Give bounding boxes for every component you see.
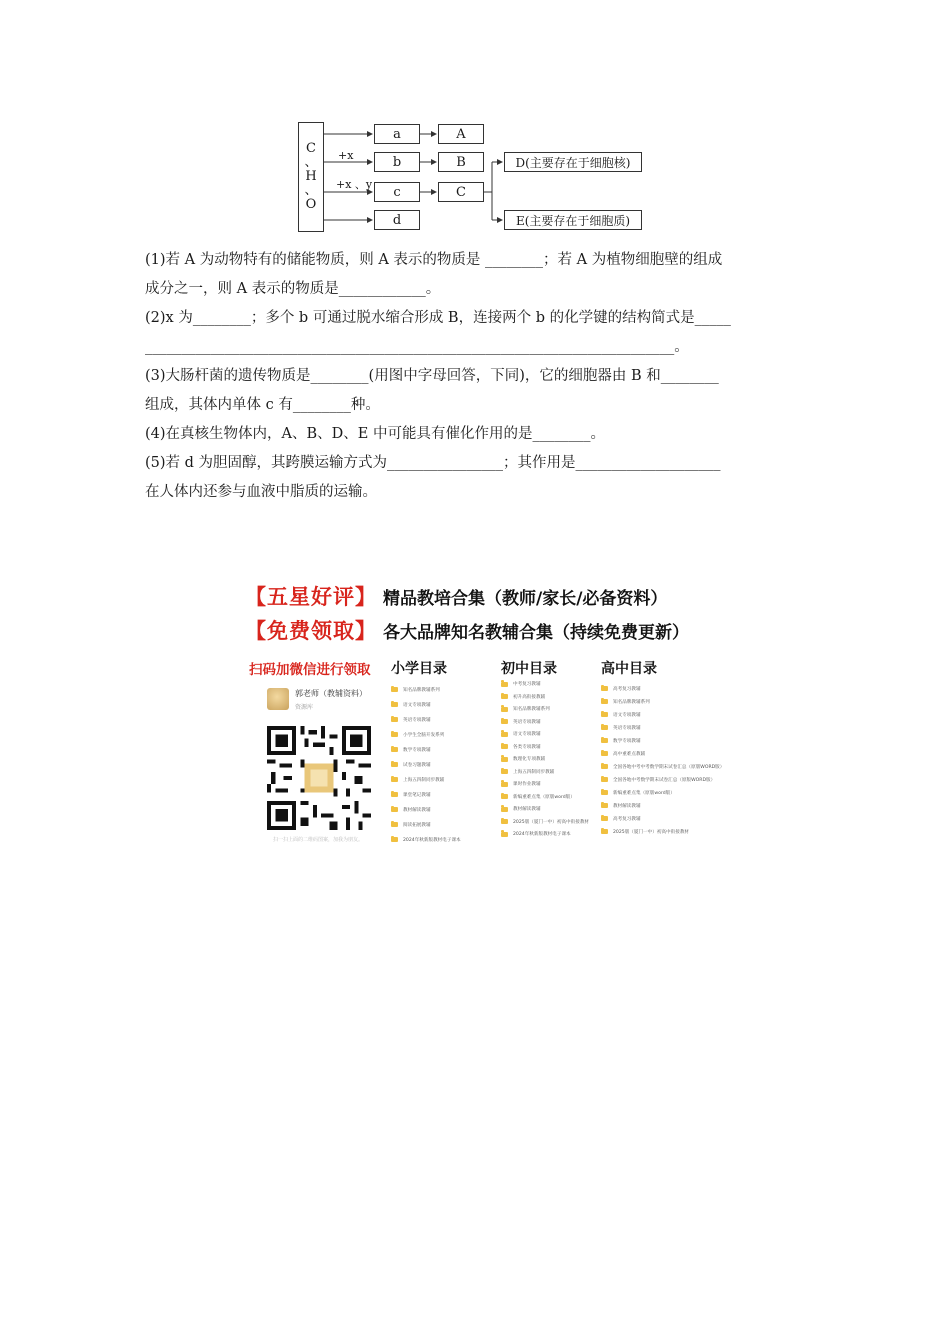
- element-c: C: [306, 141, 316, 156]
- list-item[interactable]: 高考复习教辅: [601, 682, 707, 695]
- catalog-list-high: [601, 682, 725, 838]
- folder-icon: [501, 694, 508, 699]
- promo-line-2-red: 【免费领取】: [245, 619, 377, 643]
- list-item[interactable]: 知名品牌教辅系列: [501, 703, 613, 716]
- element-o: O: [305, 197, 317, 212]
- list-item[interactable]: 中考复习教辅: [501, 678, 613, 691]
- question-line: 成分之一，则 A 表示的物质是____________。: [145, 281, 441, 297]
- list-item[interactable]: 语文专项教辅: [391, 697, 503, 712]
- list-item[interactable]: 语文专项教辅: [501, 728, 613, 741]
- question-block: [145, 246, 810, 507]
- profile-subtitle: 资源库: [295, 704, 314, 711]
- list-item[interactable]: 全国各地中考数学期末试卷汇总（原版WORD版）: [601, 773, 707, 786]
- monomer-b: b: [374, 152, 420, 172]
- avatar: [267, 688, 289, 710]
- promo-line-2: [245, 614, 689, 646]
- folder-icon: [601, 751, 608, 756]
- list-item[interactable]: 各类专项教辅: [501, 741, 613, 754]
- list-item[interactable]: 知名品牌教辅系列: [601, 695, 707, 708]
- list-item[interactable]: 教材解读教辅: [501, 803, 613, 816]
- product-e: E(主要存在于细胞质): [504, 210, 642, 230]
- arrow-label-x: +x: [338, 149, 354, 162]
- polymer-b: B: [438, 152, 484, 172]
- list-item[interactable]: 2024年秋新版教材电子课本: [391, 832, 503, 847]
- list-item[interactable]: 课堂笔记教辅: [391, 787, 503, 802]
- biomolecule-diagram: [298, 122, 648, 234]
- monomer-c: c: [374, 182, 420, 202]
- folder-icon: [601, 686, 608, 691]
- folder-icon: [391, 807, 398, 812]
- folder-icon: [391, 747, 398, 752]
- folder-icon: [501, 732, 508, 737]
- monomer-d: d: [374, 210, 420, 230]
- list-item[interactable]: 数理化专项教辅: [501, 753, 613, 766]
- scan-instruction: 扫码加微信进行领取: [249, 662, 371, 678]
- element-box-cho: [298, 122, 324, 232]
- list-item[interactable]: 英语专项教辅: [391, 712, 503, 727]
- promo-line-2-black: 各大品牌知名教辅合集（持续免费更新）: [383, 622, 689, 643]
- list-item[interactable]: 数学专项教辅: [601, 734, 707, 747]
- folder-icon: [391, 792, 398, 797]
- folder-icon: [501, 744, 508, 749]
- question-line: (3)大肠杆菌的遗传物质是________(用图中字母回答，下同)，它的细胞器由 B 和________: [145, 368, 719, 384]
- promo-line-1-black: 精品教培合集（教师/家长/必备资料）: [383, 588, 668, 609]
- question-line: 组成，其体内单体 c 有________种。: [145, 397, 380, 413]
- column-title-primary: 小学目录: [391, 661, 447, 677]
- monomer-a: a: [374, 124, 420, 144]
- list-item[interactable]: 上海五四制同步教辅: [501, 766, 613, 779]
- polymer-a: A: [438, 124, 484, 144]
- folder-icon: [501, 719, 508, 724]
- list-item[interactable]: 全国各地中考中考数学期末试卷汇总（原版WORD版）: [601, 760, 707, 773]
- promo-line-1-red: 【五星好评】: [245, 585, 377, 609]
- folder-icon: [601, 777, 608, 782]
- folder-icon: [391, 837, 398, 842]
- folder-icon: [601, 738, 608, 743]
- promo-line-1: [245, 580, 667, 612]
- qr-code[interactable]: [267, 726, 371, 830]
- arrow-label-xy: +x 、y: [336, 178, 373, 191]
- catalog-list-middle: [501, 678, 613, 841]
- catalog-list-primary: [391, 682, 503, 847]
- list-item[interactable]: 上海五四制同步教辅: [391, 772, 503, 787]
- column-title-middle: 初中目录: [501, 661, 557, 677]
- list-item[interactable]: 2024年秋新版教材电子课本: [501, 828, 613, 841]
- polymer-c: C: [438, 182, 484, 202]
- list-item[interactable]: 语文专项教辅: [601, 708, 707, 721]
- folder-icon: [601, 764, 608, 769]
- folder-icon: [501, 782, 508, 787]
- question-line: _________________________________________________________________________。: [145, 339, 689, 355]
- question-line: (5)若 d 为胆固醇，其跨膜运输方式为________________；其作用是____________________: [145, 455, 721, 471]
- element-sep-2: 、: [304, 183, 318, 198]
- folder-icon: [391, 732, 398, 737]
- folder-icon: [391, 777, 398, 782]
- list-item[interactable]: 数学专项教辅: [391, 742, 503, 757]
- list-item[interactable]: 阅读拓展教辅: [391, 817, 503, 832]
- folder-icon: [601, 725, 608, 730]
- folder-icon: [391, 717, 398, 722]
- folder-icon: [501, 757, 508, 762]
- folder-icon: [601, 816, 608, 821]
- folder-icon: [391, 687, 398, 692]
- folder-icon: [501, 832, 508, 837]
- list-item[interactable]: 新编重难点集（原版word版）: [501, 791, 613, 804]
- folder-icon: [501, 807, 508, 812]
- folder-icon: [601, 712, 608, 717]
- list-item[interactable]: 教材解读教辅: [601, 799, 707, 812]
- product-d: D(主要存在于细胞核): [504, 152, 642, 172]
- list-item[interactable]: 2025版（厦门一中）初高中衔接教材: [501, 816, 613, 829]
- column-title-high: 高中目录: [601, 661, 657, 677]
- list-item[interactable]: 试卷习题教辅: [391, 757, 503, 772]
- list-item[interactable]: 初升高衔接教辅: [501, 691, 613, 704]
- folder-icon: [501, 819, 508, 824]
- question-line: (1)若 A 为动物特有的储能物质，则 A 表示的物质是 ________；若 A 为植物细胞壁的组成: [145, 252, 723, 268]
- folder-icon: [501, 682, 508, 687]
- list-item[interactable]: 英语专项教辅: [501, 716, 613, 729]
- folder-icon: [501, 794, 508, 799]
- folder-icon: [391, 762, 398, 767]
- folder-icon: [601, 803, 608, 808]
- element-h: H: [305, 169, 317, 184]
- profile-name: 郭老师（教辅资料）: [295, 689, 367, 698]
- list-item[interactable]: 知名品牌教辅系列: [391, 682, 503, 697]
- folder-icon: [391, 822, 398, 827]
- list-item[interactable]: 高中重难点教辅: [601, 747, 707, 760]
- list-item[interactable]: 教材解读教辅: [391, 802, 503, 817]
- folder-icon: [601, 829, 608, 834]
- list-item[interactable]: 小学生全脑开发系列: [391, 727, 503, 742]
- question-line: (2)x 为________；多个 b 可通过脱水缩合形成 B，连接两个 b 的化学键的结构简式是_____: [145, 310, 731, 326]
- folder-icon: [601, 790, 608, 795]
- question-line: (4)在真核生物体内，A、B、D、E 中可能具有催化作用的是________。: [145, 426, 605, 442]
- folder-icon: [391, 702, 398, 707]
- list-item[interactable]: 英语专项教辅: [601, 721, 707, 734]
- list-item[interactable]: 课时作业教辅: [501, 778, 613, 791]
- list-item[interactable]: 2025版（厦门一中）初高中衔接教材: [601, 825, 707, 838]
- list-item[interactable]: 新编重难点集（原版word版）: [601, 786, 707, 799]
- qr-caption: 扫一扫上面的二维码图案，加我为朋友。: [273, 837, 364, 843]
- list-item[interactable]: 高考复习教辅: [601, 812, 707, 825]
- folder-icon: [501, 769, 508, 774]
- folder-icon: [501, 707, 508, 712]
- folder-icon: [601, 699, 608, 704]
- promo-banner[interactable]: [245, 578, 725, 843]
- question-line: 在人体内还参与血液中脂质的运输。: [145, 484, 377, 500]
- element-sep-1: 、: [304, 155, 318, 170]
- wechat-profile: [267, 686, 387, 720]
